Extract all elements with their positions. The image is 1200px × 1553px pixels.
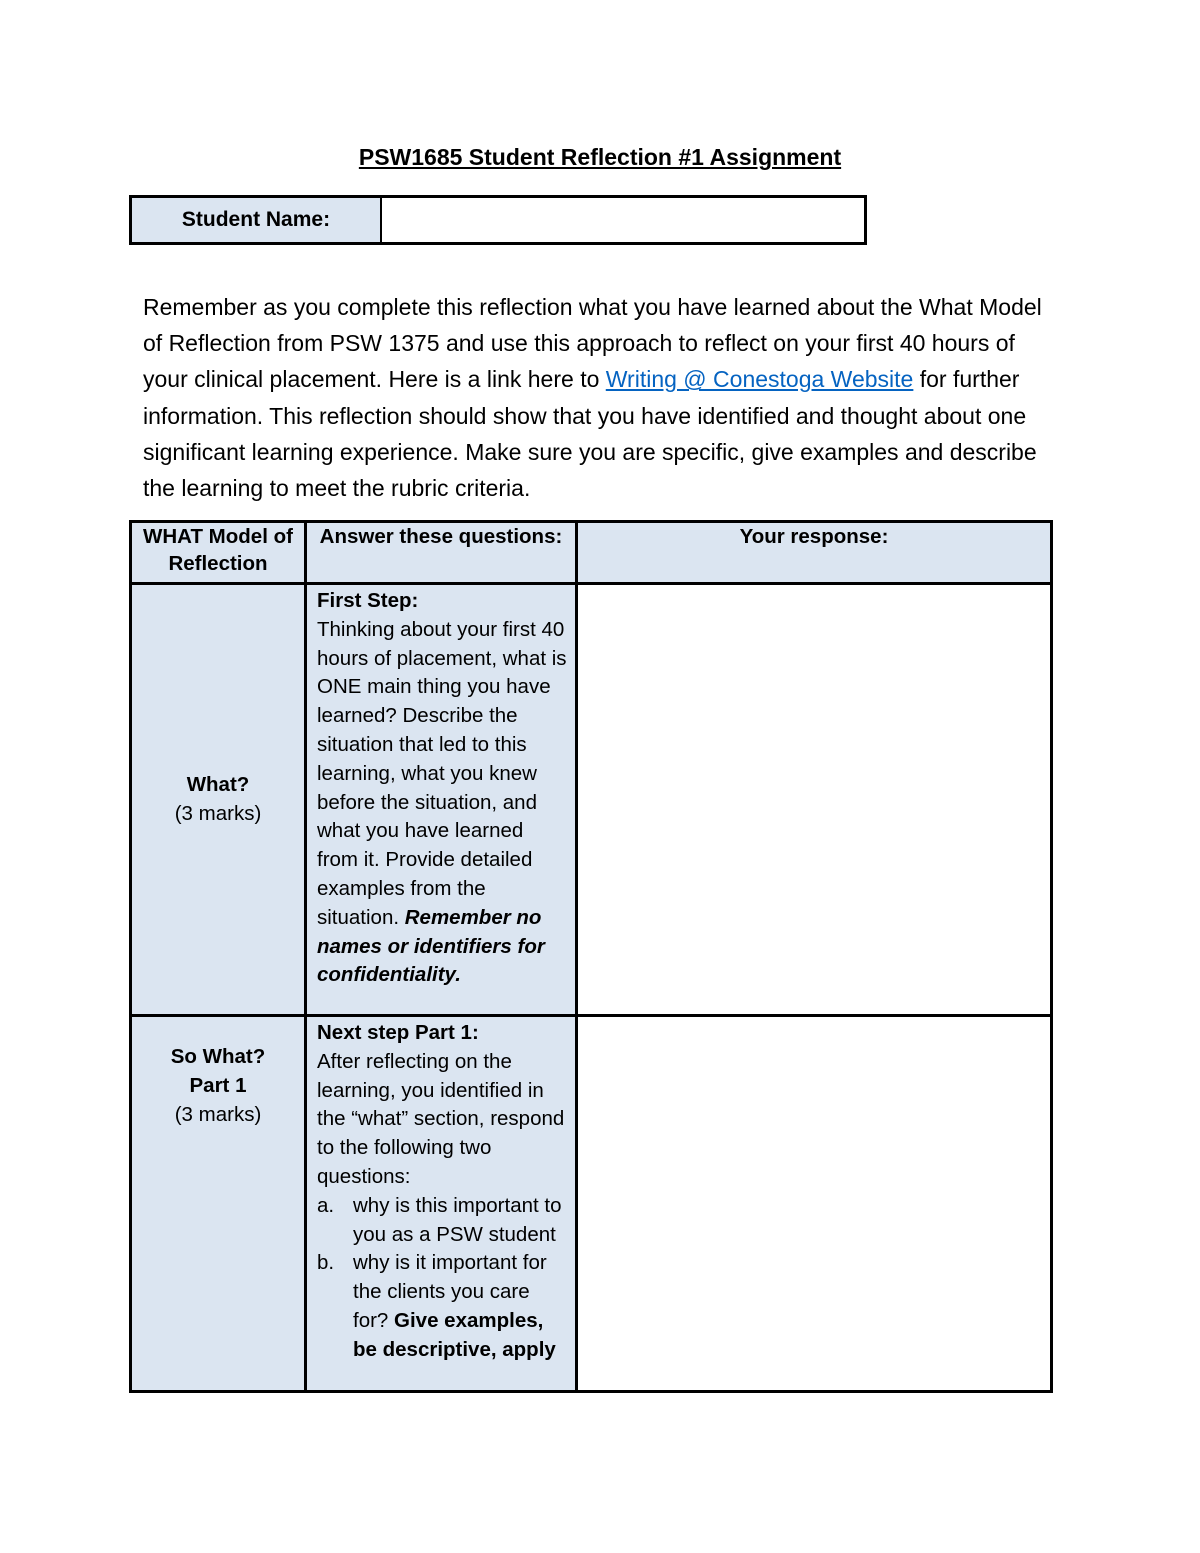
so-what-marks: (3 marks)	[174, 1102, 262, 1126]
so-what-label-cell	[131, 1016, 306, 1392]
header-your-response: Your response:	[577, 522, 1052, 584]
so-what-question-text: After reflecting on the learning, you identified in the “what” section, respond to the following two questions:	[317, 1049, 565, 1188]
so-what-label: So What?	[170, 1045, 266, 1068]
table-row-what	[131, 584, 1052, 1016]
list-item	[317, 1249, 567, 1364]
so-what-question-cell	[306, 1016, 577, 1392]
reflection-table	[129, 520, 1053, 1393]
so-what-question-list	[317, 1192, 567, 1365]
intro-text-after-link: for further information. This reflection should show that you have identified and thought about one significant learning experience. Make sure you are specific, give examples and describe the learning to meet the rubric criteria.	[143, 366, 1037, 502]
table-row-so-what	[131, 1016, 1052, 1392]
what-step-heading: First Step:	[317, 589, 419, 612]
so-what-step-heading: Next step Part 1:	[317, 1021, 479, 1044]
student-name-field[interactable]	[382, 198, 864, 242]
list-item	[317, 1192, 567, 1250]
what-question-cell	[306, 584, 577, 1016]
student-name-label: Student Name:	[132, 198, 382, 242]
what-label: What?	[186, 772, 250, 796]
what-response-field[interactable]	[578, 585, 1050, 1014]
so-what-response-field[interactable]	[578, 1017, 1050, 1390]
so-what-part-label: Part 1	[189, 1073, 247, 1097]
what-label-cell	[131, 584, 306, 1016]
list-marker: a.	[317, 1193, 335, 1217]
list-item-text: why is it important for the clients you care for?	[353, 1251, 547, 1332]
page-title: PSW1685 Student Reflection #1 Assignment	[358, 144, 842, 170]
what-marks: (3 marks)	[174, 801, 262, 825]
list-item-bold-text: Give examples, be descriptive, apply	[353, 1308, 556, 1361]
table-header-row	[131, 522, 1052, 584]
intro-text-before-link: Remember as you complete this reflection what you have learned about the What Model of Reflection from PSW 1375 and use this approach to reflect on your first 40 hours of your clinical placement. Here is a link here to	[143, 294, 1042, 393]
what-question-text: Thinking about your first 40 hours of placement, what is ONE main thing you have learned? Describe the situation that led to this learning, what you knew before the situation, and what you have learned from it. Provide detailed examples from the situation.	[317, 617, 567, 929]
intro-paragraph	[143, 289, 1063, 506]
what-response-cell[interactable]	[577, 584, 1052, 1016]
header-what-model: WHAT Model of Reflection	[131, 522, 306, 584]
writing-conestoga-link[interactable]: Writing @ Conestoga Website	[605, 366, 914, 393]
student-name-table	[129, 195, 867, 245]
list-marker: b.	[317, 1251, 335, 1275]
so-what-response-cell[interactable]	[577, 1016, 1052, 1392]
list-item-text: why is this important to you as a PSW student	[353, 1193, 562, 1246]
what-confidentiality-note: Remember no names or identifiers for confidentiality.	[317, 905, 545, 987]
header-answer-questions: Answer these questions:	[306, 522, 577, 584]
